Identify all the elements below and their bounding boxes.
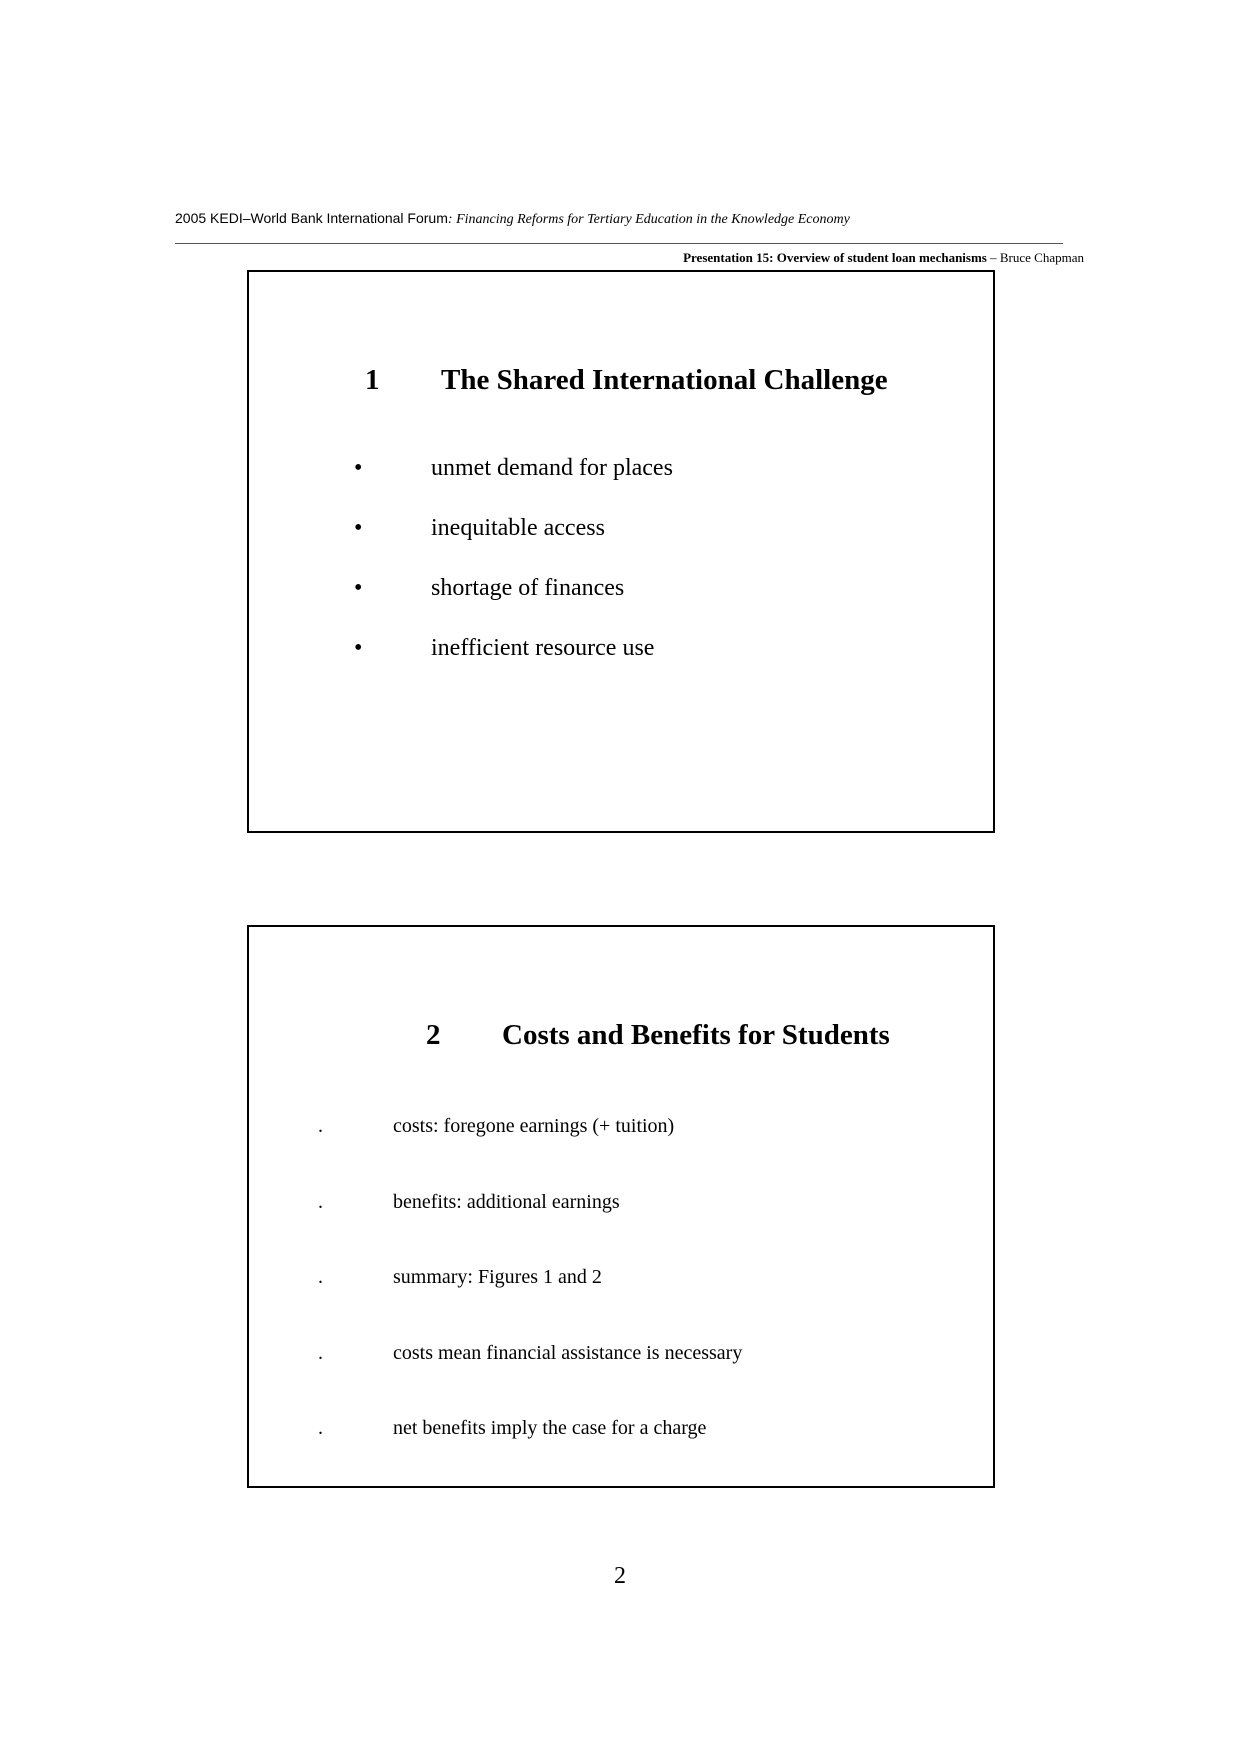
slide-number: 2 [426, 1019, 441, 1051]
slide-title [426, 1019, 890, 1052]
bullet-list [354, 455, 673, 695]
bullet-marker: • [354, 455, 363, 481]
list-item [318, 1417, 742, 1493]
presentation-line [683, 250, 1084, 266]
list-item-text: net benefits imply the case for a charge [393, 1417, 707, 1439]
forum-separator: : [447, 212, 457, 227]
forum-name: 2005 KEDI–World Bank International Forum [175, 210, 448, 226]
list-item-text: summary: Figures 1 and 2 [393, 1266, 602, 1288]
forum-subtitle: Financing Reforms for Tertiary Education in the Knowledge Economy [456, 212, 850, 227]
slide-title [365, 364, 888, 397]
forum-header [175, 210, 850, 228]
list-item [354, 575, 673, 635]
list-item [318, 1115, 742, 1191]
bullet-marker: • [354, 635, 363, 661]
slide-1 [247, 270, 995, 833]
bullet-list [318, 1115, 742, 1493]
list-item-text: costs: foregone earnings (+ tuition) [393, 1115, 675, 1137]
presentation-label: Presentation 15: Overview of student loan mechanisms [683, 250, 987, 265]
slide-2 [247, 925, 995, 1488]
list-item-text: benefits: additional earnings [393, 1190, 620, 1213]
list-item-text: inefficient resource use [431, 635, 655, 661]
bullet-marker: . [318, 1341, 323, 1364]
header-divider [175, 243, 1063, 244]
presentation-author: – Bruce Chapman [986, 250, 1084, 265]
page-number: 2 [614, 1563, 626, 1589]
list-item [318, 1342, 742, 1418]
list-item-text: costs mean financial assistance is necessary [393, 1341, 743, 1364]
list-item-text: shortage of finances [431, 575, 625, 601]
list-item [354, 455, 673, 515]
bullet-marker: • [354, 515, 363, 541]
bullet-marker: . [318, 1266, 323, 1288]
slide-number: 1 [365, 364, 380, 396]
list-item-text: inequitable access [431, 515, 605, 541]
list-item [318, 1266, 742, 1342]
bullet-marker: . [318, 1190, 323, 1213]
bullet-marker: . [318, 1115, 323, 1137]
list-item-text: unmet demand for places [431, 455, 673, 481]
slide-heading: Costs and Benefits for Students [502, 1019, 890, 1051]
bullet-marker: • [354, 575, 363, 601]
list-item [354, 515, 673, 575]
list-item [354, 635, 673, 695]
bullet-marker: . [318, 1417, 323, 1439]
slide-heading: The Shared International Challenge [441, 364, 888, 396]
list-item [318, 1191, 742, 1267]
